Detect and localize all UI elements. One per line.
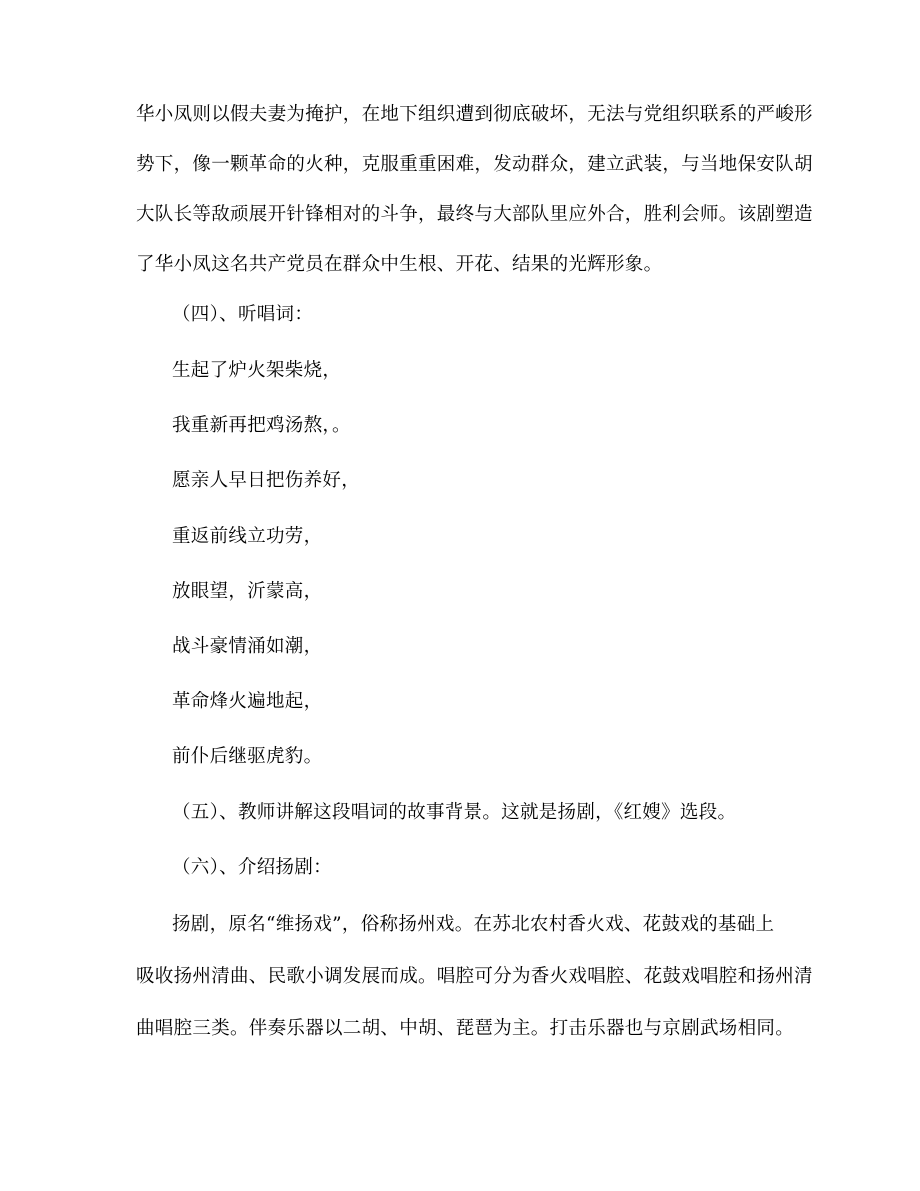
paragraph-line: 大队长等敌顽展开针锋相对的斗争，最终与大部队里应外合，胜利会师。该剧塑造 bbox=[136, 204, 813, 225]
lyric-line: 前仆后继驱虎豹。 bbox=[172, 746, 323, 767]
section-heading-5: （五）、教师讲解这段唱词的故事背景。这就是扬剧，《红嫂》选段。 bbox=[172, 802, 737, 823]
paragraph-line: 扬剧，原名“维扬戏”，俗称扬州戏。在苏北农村香火戏、花鼓戏的基础上 bbox=[172, 914, 775, 935]
section-heading-6: （六）、介绍扬剧： bbox=[172, 857, 332, 878]
lyric-line: 放眼望，沂蒙高， bbox=[172, 581, 323, 602]
paragraph-line: 吸收扬州清曲、民歌小调发展而成。唱腔可分为香火戏唱腔、花鼓戏唱腔和扬州清 bbox=[136, 966, 813, 987]
lyric-line: 重返前线立功劳， bbox=[172, 526, 323, 547]
paragraph-line: 势下，像一颗革命的火种，克服重重困难，发动群众，建立武装，与当地保安队胡 bbox=[136, 154, 813, 175]
lyric-line: 生起了炉火架柴烧， bbox=[172, 360, 342, 381]
paragraph-line: 华小凤则以假夫妻为掩护，在地下组织遭到彻底破坏，无法与党组织联系的严峻形 bbox=[136, 104, 813, 125]
lyric-line: 我重新再把鸡汤熬，。 bbox=[172, 415, 351, 436]
lyric-line: 革命烽火遍地起， bbox=[172, 691, 323, 712]
paragraph-line: 曲唱腔三类。伴奏乐器以二胡、中胡、琵琶为主。打击乐器也与京剧武场相同。 bbox=[136, 1018, 795, 1039]
lyric-line: 战斗豪情涌如潮， bbox=[172, 636, 323, 657]
section-heading-4: （四）、听唱词： bbox=[172, 304, 314, 325]
paragraph-line: 了华小凤这名共产党员在群众中生根、开花、结果的光辉形象。 bbox=[136, 254, 663, 275]
lyric-line: 愿亲人早日把伤养好， bbox=[172, 470, 361, 491]
